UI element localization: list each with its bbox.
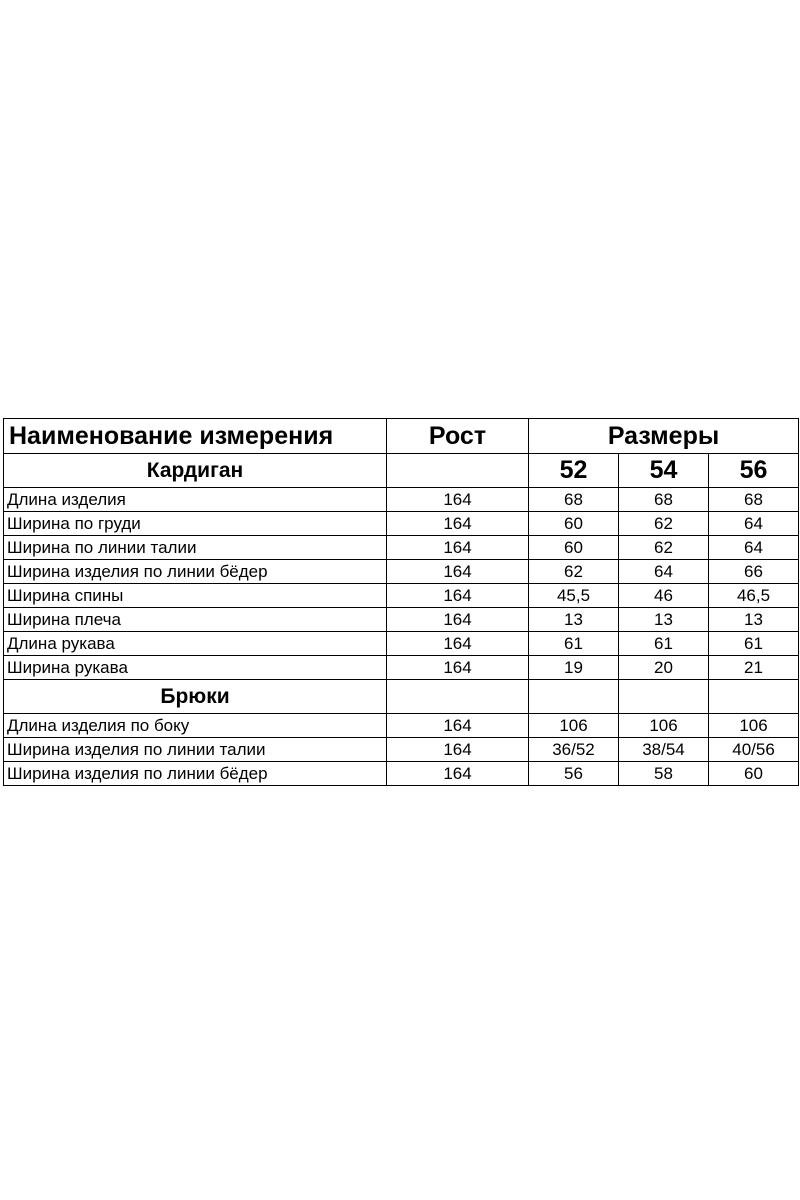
row-value-size-54: 13 bbox=[619, 608, 709, 632]
table-row bbox=[4, 560, 799, 584]
size-chart-table bbox=[3, 418, 799, 786]
row-label: Ширина плеча bbox=[4, 608, 387, 632]
row-height: 164 bbox=[387, 714, 529, 738]
row-value-size-54: 38/54 bbox=[619, 738, 709, 762]
row-label: Ширина изделия по линии бёдер bbox=[4, 762, 387, 786]
row-value-size-56: 13 bbox=[709, 608, 799, 632]
section-height-empty bbox=[387, 680, 529, 714]
row-height: 164 bbox=[387, 608, 529, 632]
row-value-size-54: 106 bbox=[619, 714, 709, 738]
row-value-size-54: 62 bbox=[619, 512, 709, 536]
size-header-54: 54 bbox=[619, 454, 709, 488]
row-value-size-54: 61 bbox=[619, 632, 709, 656]
table-row bbox=[4, 632, 799, 656]
row-value-size-52: 19 bbox=[529, 656, 619, 680]
row-label: Длина рукава bbox=[4, 632, 387, 656]
section-title-trousers: Брюки bbox=[4, 680, 387, 714]
section-title-cardigan: Кардиган bbox=[4, 454, 387, 488]
row-value-size-56: 40/56 bbox=[709, 738, 799, 762]
row-label: Ширина рукава bbox=[4, 656, 387, 680]
row-value-size-52: 68 bbox=[529, 488, 619, 512]
row-value-size-52: 36/52 bbox=[529, 738, 619, 762]
row-value-size-52: 56 bbox=[529, 762, 619, 786]
section-size-empty bbox=[709, 680, 799, 714]
table-row bbox=[4, 608, 799, 632]
row-label: Длина изделия bbox=[4, 488, 387, 512]
row-height: 164 bbox=[387, 762, 529, 786]
row-height: 164 bbox=[387, 536, 529, 560]
row-value-size-56: 60 bbox=[709, 762, 799, 786]
row-value-size-52: 62 bbox=[529, 560, 619, 584]
table-row bbox=[4, 762, 799, 786]
table-row bbox=[4, 738, 799, 762]
row-label: Ширина по груди bbox=[4, 512, 387, 536]
table-header-row bbox=[4, 419, 799, 454]
size-header-52: 52 bbox=[529, 454, 619, 488]
row-value-size-56: 68 bbox=[709, 488, 799, 512]
table-row bbox=[4, 536, 799, 560]
table-row bbox=[4, 656, 799, 680]
row-value-size-56: 64 bbox=[709, 536, 799, 560]
row-value-size-56: 66 bbox=[709, 560, 799, 584]
row-value-size-52: 60 bbox=[529, 512, 619, 536]
row-label: Ширина изделия по линии талии bbox=[4, 738, 387, 762]
section-height-empty bbox=[387, 454, 529, 488]
header-height: Рост bbox=[387, 419, 529, 454]
section-size-empty bbox=[529, 680, 619, 714]
row-value-size-54: 20 bbox=[619, 656, 709, 680]
row-value-size-52: 60 bbox=[529, 536, 619, 560]
row-label: Длина изделия по боку bbox=[4, 714, 387, 738]
row-label: Ширина по линии талии bbox=[4, 536, 387, 560]
row-height: 164 bbox=[387, 560, 529, 584]
row-height: 164 bbox=[387, 488, 529, 512]
row-height: 164 bbox=[387, 738, 529, 762]
row-value-size-56: 61 bbox=[709, 632, 799, 656]
row-value-size-56: 64 bbox=[709, 512, 799, 536]
row-value-size-54: 68 bbox=[619, 488, 709, 512]
row-value-size-52: 61 bbox=[529, 632, 619, 656]
section-row-trousers bbox=[4, 680, 799, 714]
row-value-size-56: 46,5 bbox=[709, 584, 799, 608]
table-row bbox=[4, 488, 799, 512]
row-value-size-54: 46 bbox=[619, 584, 709, 608]
row-label: Ширина изделия по линии бёдер bbox=[4, 560, 387, 584]
row-value-size-52: 106 bbox=[529, 714, 619, 738]
row-label: Ширина спины bbox=[4, 584, 387, 608]
section-size-empty bbox=[619, 680, 709, 714]
row-height: 164 bbox=[387, 584, 529, 608]
row-value-size-52: 45,5 bbox=[529, 584, 619, 608]
section-row-cardigan bbox=[4, 454, 799, 488]
table-row bbox=[4, 512, 799, 536]
table-row bbox=[4, 584, 799, 608]
row-value-size-54: 62 bbox=[619, 536, 709, 560]
row-height: 164 bbox=[387, 632, 529, 656]
header-measurement-name: Наименование измерения bbox=[4, 419, 387, 454]
row-height: 164 bbox=[387, 656, 529, 680]
table-row bbox=[4, 714, 799, 738]
row-value-size-54: 58 bbox=[619, 762, 709, 786]
size-header-56: 56 bbox=[709, 454, 799, 488]
row-value-size-56: 21 bbox=[709, 656, 799, 680]
header-sizes: Размеры bbox=[529, 419, 799, 454]
row-value-size-54: 64 bbox=[619, 560, 709, 584]
row-value-size-52: 13 bbox=[529, 608, 619, 632]
row-value-size-56: 106 bbox=[709, 714, 799, 738]
row-height: 164 bbox=[387, 512, 529, 536]
